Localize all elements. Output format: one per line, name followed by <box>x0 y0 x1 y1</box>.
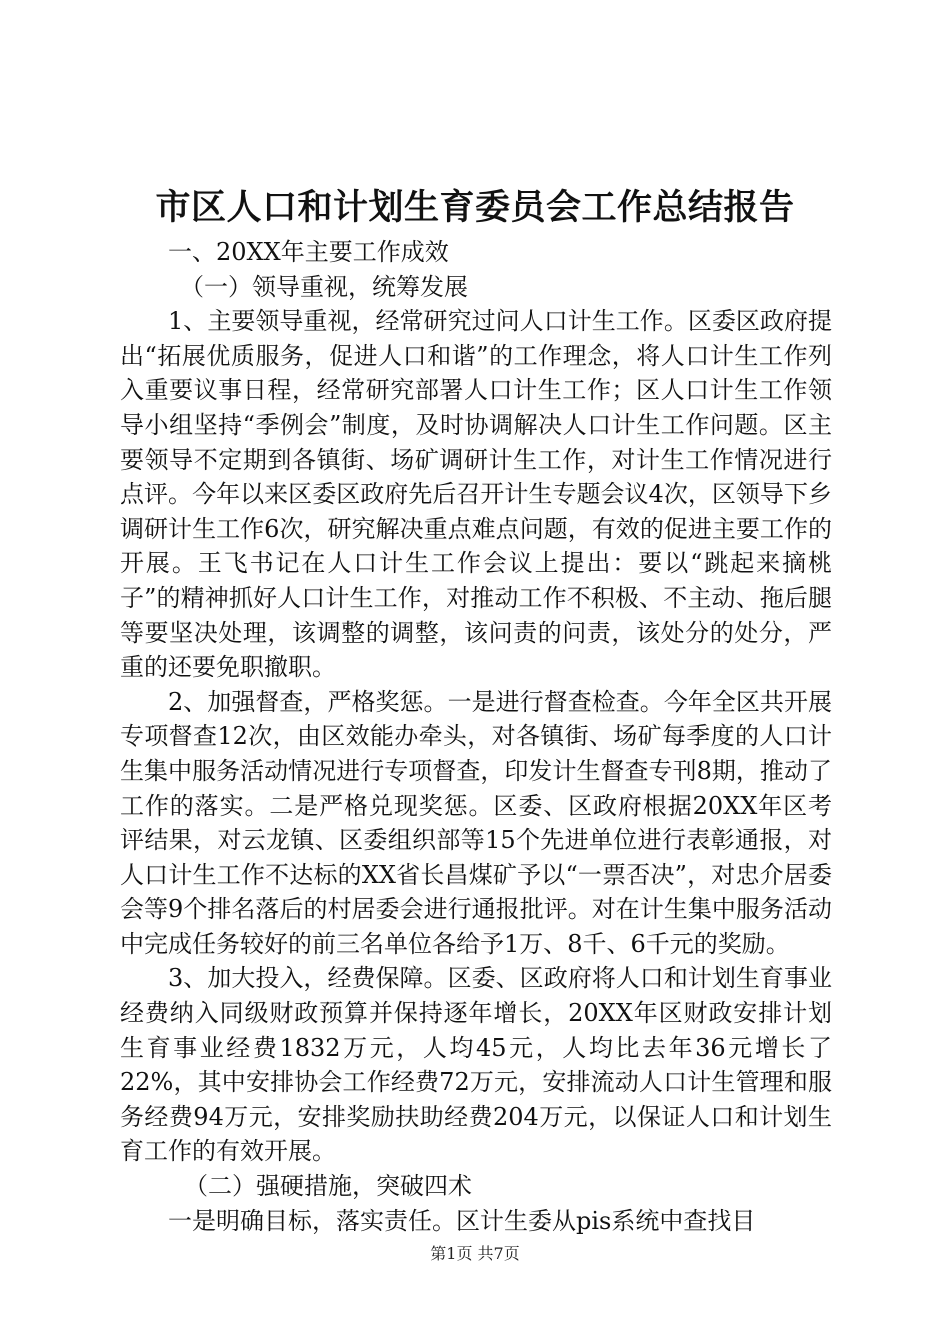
paragraph-2: 2、加强督查，严格奖惩。一是进行督查检查。今年全区共开展专项督查12次，由区效能办牵头，对各镇街、场矿每季度的人口计生集中服务活动情况进行专项督查，印发计生督查专刊8期，推动了工作的落实。二是严格兑现奖惩。区委、区政府根据20XX年区考评结果，对云龙镇、区委组织部等15个先进单位进行表彰通报，对人口计生工作不达标的XX省长昌煤矿予以“一票否决”，对忠介居委会等9个排名落后的村居委会进行通报批评。对在计生集中服务活动中完成任务较好的前三名单位各给予1万、8千、6千元的奖励。 <box>120 687 832 958</box>
subsection-heading-2: （二）强硬措施，突破四术 <box>184 1172 472 1201</box>
document-title: 市区人口和计划生育委员会工作总结报告 <box>155 188 795 228</box>
paragraph-1: 1、主要领导重视，经常研究过问人口计生工作。区委区政府提出“拓展优质服务，促进人口和谐”的工作理念，将人口计生工作列入重要议事日程，经常研究部署人口计生工作；区人口计生工作领导小组坚持“季例会”制度，及时协调解决人口计生工作问题。区主要领导不定期到各镇街、场矿调研计生工作，对计生工作情况进行点评。今年以来区委区政府先后召开计生专题会议4次，区领导下乡调研计生工作6次，研究解决重点难点问题，有效的促进主要工作的开展。王飞书记在人口计生工作会议上提出：要以“跳起来摘桃子”的精神抓好人口计生工作，对推动工作不积极、不主动、拖后腿等要坚决处理，该调整的调整，该问责的问责，该处分的处分，严重的还要免职撤职。 <box>120 307 832 682</box>
subsection-heading-1: （一）领导重视，统筹发展 <box>180 272 468 301</box>
document-body <box>120 235 832 1238</box>
page-footer: 第1页 共7页 <box>430 1244 520 1263</box>
paragraph-4: 一是明确目标，落实责任。区计生委从pis系统中查找目 <box>168 1206 756 1235</box>
paragraph-3: 3、加大投入，经费保障。区委、区政府将人口和计划生育事业经费纳入同级财政预算并保持逐年增长，20XX年区财政安排计划生育事业经费1832万元，人均45元，人均比去年36元增长了22%，其中安排协会工作经费72万元，安排流动人口计生管理和服务经费94万元，安排奖励扶助经费204万元，以保证人口和计划生育工作的有效开展。 <box>120 964 832 1166</box>
section-heading-1: 一、20XX年主要工作成效 <box>168 238 449 266</box>
